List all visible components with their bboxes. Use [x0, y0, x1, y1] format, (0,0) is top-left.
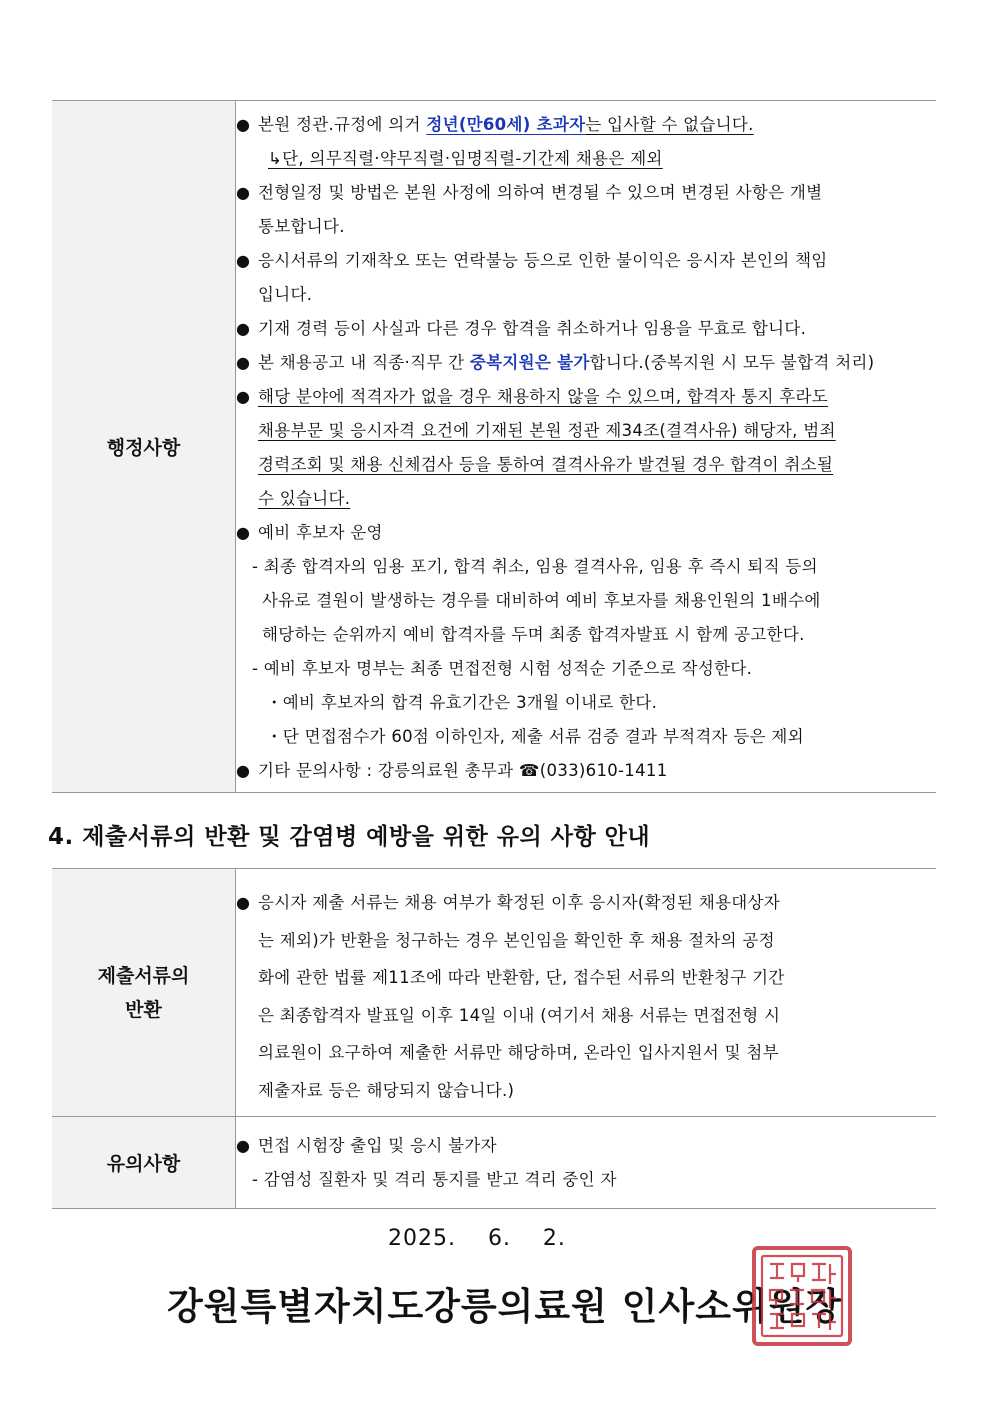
bullet-icon: ●: [236, 761, 251, 780]
admin-item-contact: [236, 754, 936, 788]
admin-item-retirement-exception: [236, 142, 936, 176]
text: - 예비 후보자 명부는 최종 면접전형 시험 성적순 기준으로 작성한다.: [252, 659, 753, 678]
section4-table: [52, 868, 936, 1209]
text: ・단 면접점수가 60점 이하인자, 제출 서류 검증 결과 부적격자 등은 제외: [266, 727, 804, 746]
text: 입니다.: [258, 285, 313, 304]
admin-reserve-list: [236, 652, 936, 686]
admin-reserve-detail-cont: [236, 618, 936, 652]
text: 면접 시험장 출입 및 응시 불가자: [258, 1135, 497, 1155]
notice-item: [236, 1129, 936, 1163]
text: 수 있습니다.: [258, 489, 351, 508]
text: 는 입사할 수 없습니다.: [585, 115, 754, 134]
text: 해당하는 순위까지 예비 합격자를 두며 최종 합격자발표 시 함께 공고한다.: [262, 625, 805, 644]
text: 본원 정관.규정에 의거: [258, 115, 427, 134]
return-header-line: 반환: [125, 998, 162, 1021]
seal-graphic: [756, 1250, 848, 1342]
admin-item-documents-cont: [236, 278, 936, 312]
admin-item-disqualification-cont: [236, 448, 936, 482]
return-text: [236, 884, 936, 922]
text: ↳단, 의무직렬·약무직렬·임명직렬-기간제 채용은 제외: [268, 149, 663, 168]
duplicate-highlight: 중복지원은 불가: [469, 353, 590, 372]
admin-reserve-validity: [236, 686, 936, 720]
issue-date: 2025. 6. 2.: [388, 1226, 566, 1251]
bullet-icon: ●: [236, 251, 251, 270]
text: 경력조회 및 채용 신체검사 등을 통하여 결격사유가 발견될 경우 합격이 취소될: [258, 455, 834, 474]
notice-detail: [236, 1163, 936, 1197]
text: 전형일정 및 방법은 본원 사정에 의하여 변경될 수 있으며 변경된 사항은 개별: [258, 183, 823, 202]
admin-item-reserve: [236, 516, 936, 550]
text: 본 채용공고 내 직종·직무 간: [258, 353, 470, 372]
text: 화에 관한 법률 제11조에 따라 반환함, 단, 접수된 서류의 반환청구 기간: [258, 968, 785, 987]
admin-item-documents: [236, 244, 936, 278]
admin-reserve-exclusion: [236, 720, 936, 754]
text: 는 제외)가 반환을 청구하는 경우 본인임을 확인한 후 채용 절차의 공정: [258, 930, 775, 950]
admin-item-career: [236, 312, 936, 346]
bullet-icon: ●: [236, 115, 251, 134]
return-text-cont: [236, 997, 936, 1035]
text: 기재 경력 등이 사실과 다른 경우 합격을 취소하거나 임용을 무효로 합니다.: [258, 319, 807, 338]
bullet-icon: ●: [236, 319, 251, 338]
return-header: [52, 869, 236, 1117]
admin-item-disqualification: [236, 380, 936, 414]
text: 해당 분야에 적격자가 없을 경우 채용하지 않을 수 있으며, 합격자 통지 후라도: [258, 387, 828, 406]
admin-item-disqualification-cont: [236, 482, 936, 516]
admin-item-retirement: [236, 108, 936, 142]
admin-item-duplicate: [236, 346, 936, 380]
return-text-cont: [236, 1072, 936, 1110]
admin-header: 행정사항: [52, 101, 236, 793]
admin-item-disqualification-cont: [236, 414, 936, 448]
text: 제출자료 등은 해당되지 않습니다.): [258, 1080, 515, 1100]
section-title: 4. 제출서류의 반환 및 감염병 예방을 위한 유의 사항 안내: [48, 824, 651, 850]
admin-reserve-detail-cont: [236, 584, 936, 618]
return-text-cont: [236, 922, 936, 960]
text: - 감염성 질환자 및 격리 통지를 받고 격리 중인 자: [252, 1169, 617, 1189]
official-seal-icon: [752, 1246, 852, 1346]
text: 채용부문 및 응시자격 요건에 기재된 본원 정관 제34조(결격사유) 해당자, 범죄: [258, 421, 836, 440]
return-header-line: 제출서류의: [97, 964, 190, 987]
text: 은 최종합격자 발표일 이후 14일 이내 (여기서 채용 서류는 면접전형 시: [258, 1005, 781, 1025]
bullet-icon: ●: [236, 387, 251, 406]
return-text-cont: [236, 959, 936, 997]
notice-body: [236, 1117, 937, 1209]
admin-reserve-detail: [236, 550, 936, 584]
bullet-icon: ●: [236, 183, 251, 202]
bullet-icon: ●: [236, 893, 251, 912]
bullet-icon: ●: [236, 353, 251, 372]
bullet-icon: ●: [236, 1135, 251, 1155]
text: 응시서류의 기재착오 또는 연락불능 등으로 인한 불이익은 응시자 본인의 책임: [258, 251, 828, 270]
return-body: [236, 869, 937, 1117]
admin-table: [52, 100, 936, 793]
admin-item-schedule: [236, 176, 936, 210]
text: 응시자 제출 서류는 채용 여부가 확정된 이후 응시자(확정된 채용대상자: [258, 893, 781, 912]
contact-text: 기타 문의사항 : 강릉의료원 총무과 ☎(033)610-1411: [258, 761, 668, 780]
notice-header: 유의사항: [52, 1117, 236, 1209]
text: 의료원이 요구하여 제출한 서류만 해당하며, 온라인 입사지원서 및 첨부: [258, 1043, 779, 1062]
bullet-icon: ●: [236, 523, 251, 542]
admin-body: [236, 101, 937, 793]
text: 통보합니다.: [258, 217, 345, 236]
text: ・예비 후보자의 합격 유효기간은 3개월 이내로 한다.: [266, 693, 658, 712]
text: 사유로 결원이 발생하는 경우를 대비하여 예비 후보자를 채용인원의 1배수에: [262, 591, 821, 610]
text: 예비 후보자 운영: [258, 523, 383, 542]
admin-item-schedule-cont: [236, 210, 936, 244]
retirement-age-highlight: 정년(만60세) 초과자: [426, 115, 586, 134]
return-text-cont: [236, 1034, 936, 1072]
text: 합니다.(중복지원 시 모두 불합격 처리): [589, 353, 875, 372]
signer-name: 강원특별자치도강릉의료원 인사소위원장: [167, 1285, 843, 1328]
text: - 최종 합격자의 임용 포기, 합격 취소, 임용 결격사유, 임용 후 즉시 퇴직 등의: [252, 557, 818, 576]
